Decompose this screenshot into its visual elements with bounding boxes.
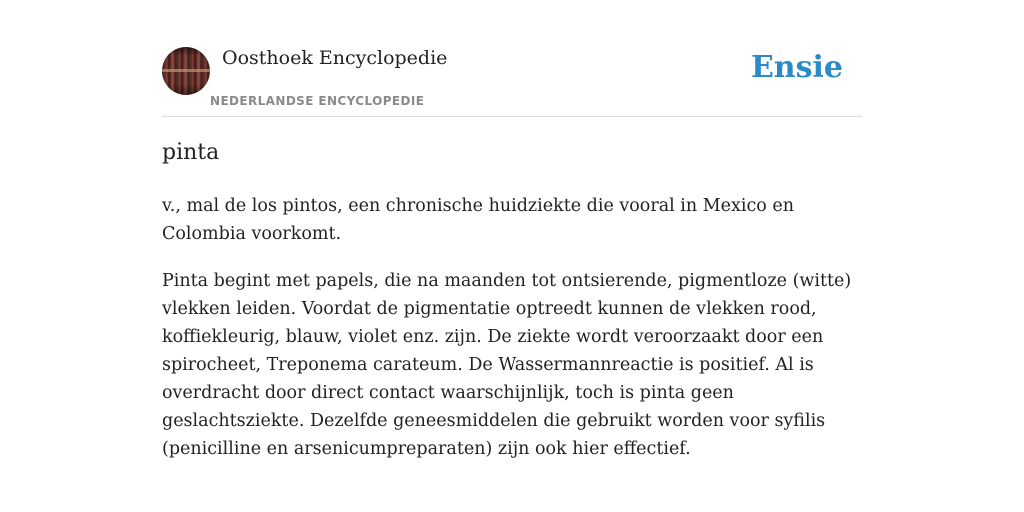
- encyclopedia-avatar[interactable]: [162, 47, 210, 95]
- site-subtitle: NEDERLANDSE ENCYCLOPEDIE: [210, 94, 425, 108]
- article-body: [162, 192, 862, 482]
- page-title: pinta: [162, 140, 220, 165]
- header: [162, 46, 862, 117]
- paragraph-definition: v., mal de los pintos, een chronische huidziekte die vooral in Mexico en Colombia voorkomt.: [162, 196, 794, 244]
- brand-logo[interactable]: Ensie: [750, 50, 843, 85]
- paragraph-description: Pinta begint met papels, die na maanden tot ontsierende, pigmentloze (witte) vlekken leiden. Voordat de pigmentatie optreedt kunnen de vlekken rood, koffiekleurig, blauw, violet enz. zijn. De ziekte wordt veroorzaakt door een spirocheet, Treponema carateum. De Wassermannreactie is positief. Al is overdracht door direct contact waarschijnlijk, toch is pinta geen geslachtsziekte. Dezelfde geneesmiddelen die gebruikt worden voor syfilis (penicilline en arsenicumpreparaten) zijn ook hier effectief.: [162, 271, 852, 459]
- site-name[interactable]: Oosthoek Encyclopedie: [222, 47, 448, 69]
